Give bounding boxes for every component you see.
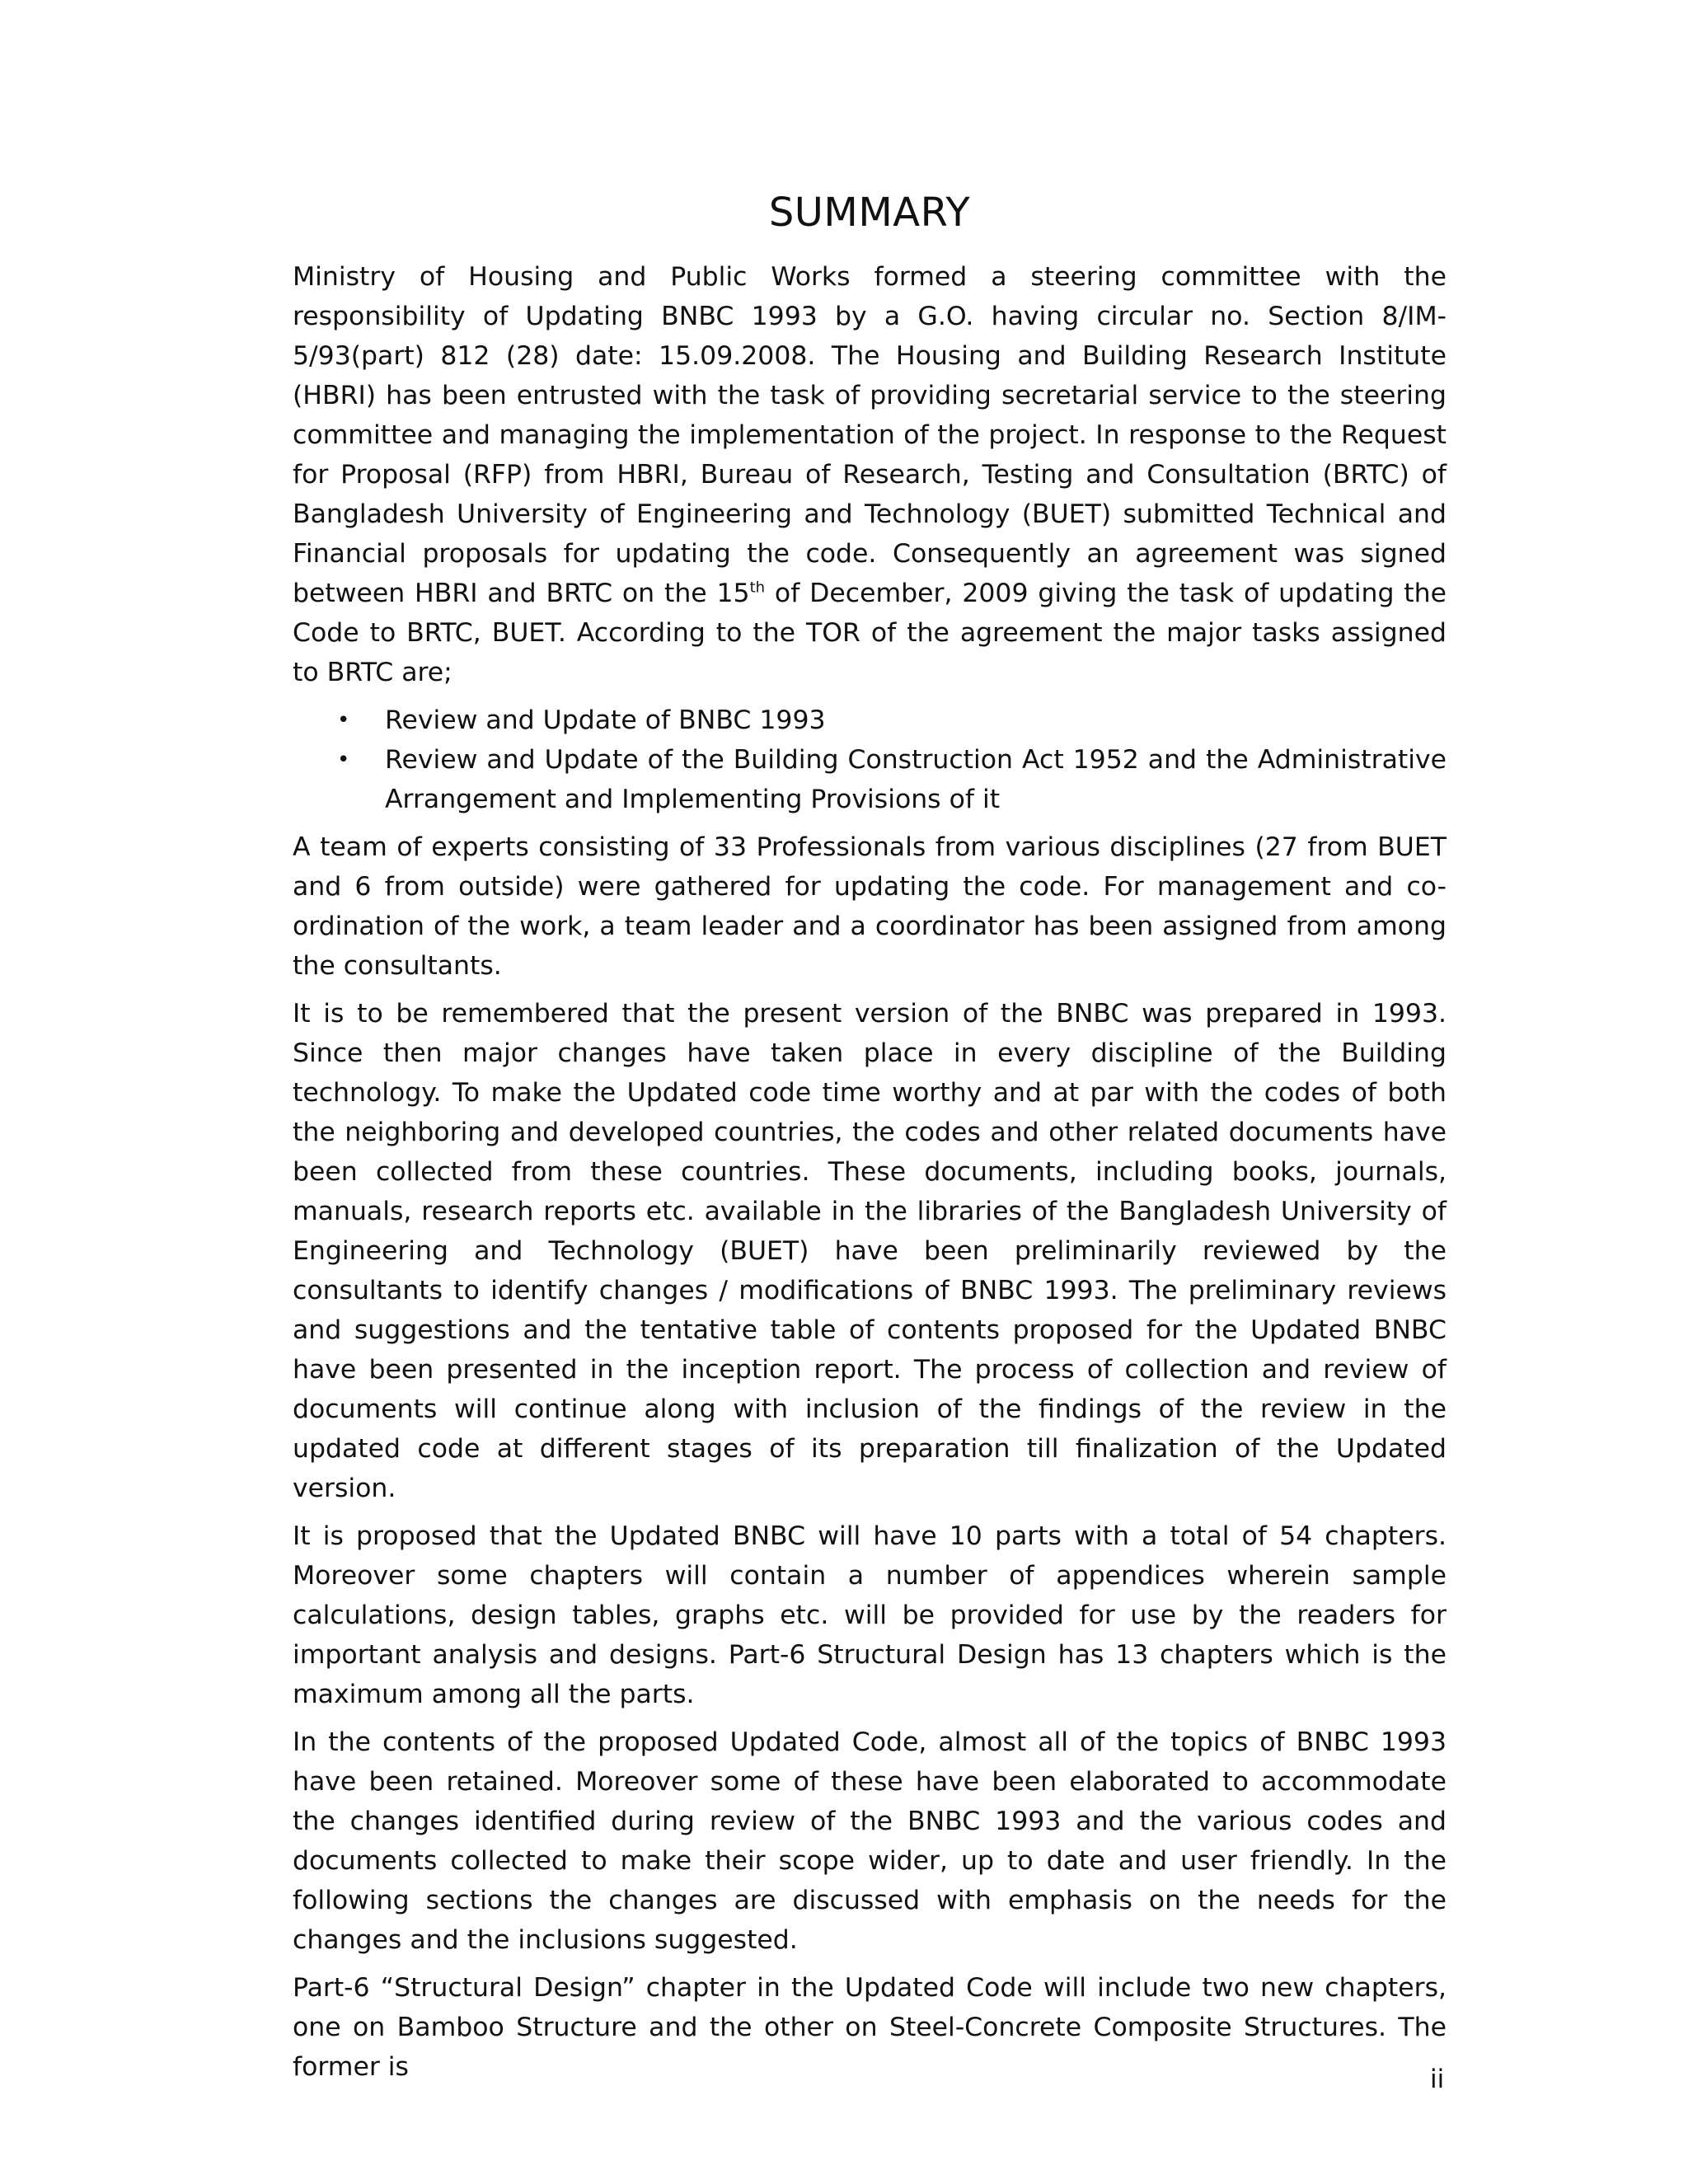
bullet-icon: • (337, 708, 350, 733)
paragraph-contents: In the contents of the proposed Updated Code, almost all of the topics of BNBC 1993 have been retained. Moreover some of these have been elaborated to accommodate the changes identified during review of the BNBC 1993 and the various codes and documents collected to make their scope wider, up to date and user friendly. In the following sections the changes are discussed with emphasis on the needs for the changes and the inclusions suggested. (293, 1727, 1447, 1955)
list-item (293, 740, 1447, 819)
paragraph-team: A team of experts consisting of 33 Professionals from various disciplines (27 from BUET and 6 from outside) were gathered for updating the code. For management and co-ordination of the work, a team leader and a coordinator has been assigned from among the consultants. (293, 832, 1447, 981)
paragraph-structure: It is proposed that the Updated BNBC will have 10 parts with a total of 54 chapters. Moreover some chapters will contain a number of appendices wherein sample calculations, design tables, graphs etc. will be provided for use by the readers for important analysis and designs. Part-6 Structural Design has 13 chapters which is the maximum among all the parts. (293, 1521, 1447, 1709)
paragraph-background: It is to be remembered that the present version of the BNBC was prepared in 1993. Since then major changes have taken place in every discipline of the Building technology. To make the Updated code time worthy and at par with the codes of both the neighboring and developed countries, the codes and other related documents have been collected from these countries. These documents, including books, journals, manuals, research reports etc. available in the libraries of the Bangladesh University of Engineering and Technology (BUET) have been preliminarily reviewed by the consultants to identify changes / modifications of BNBC 1993. The preliminary reviews and suggestions and the tentative table of contents proposed for the Updated BNBC have been presented in the inception report. The process of collection and review of documents will continue along with inclusion of the findings of the review in the updated code at different stages of its preparation till finalization of the Updated version. (293, 999, 1447, 1503)
task-list (293, 701, 1447, 819)
paragraph-part6: Part-6 “Structural Design” chapter in the Updated Code will include two new chapters, one on Bamboo Structure and the other on Steel-Concrete Composite Structures. The former is (293, 1973, 1447, 2082)
paragraph-intro (293, 257, 1447, 692)
ordinal-suffix: th (749, 579, 766, 597)
page-number: ii (1430, 2064, 1445, 2094)
paragraph-intro-text-cont: of December, 2009 giving the task of updating the Code to BRTC, BUET. According to the TOR of the agreement the major tasks assigned to BRTC are; (293, 579, 1447, 687)
paragraph-intro-text: Ministry of Housing and Public Works formed a steering committee with the responsibility of Updating BNBC 1993 by a G.O. having circular no. Section 8/IM-5/93(part) 812 (28) date: 15.09.2008. The Housing and Building Research Institute (HBRI) has been entrusted with the task of providing secretarial service to the steering committee and managing the implementation of the project. In response to the Request for Proposal (RFP) from HBRI, Bureau of Research, Testing and Consultation (BRTC) of Bangladesh University of Engineering and Technology (BUET) submitted Technical and Financial proposals for updating the code. Consequently an agreement was signed between HBRI and BRTC on the 15 (293, 262, 1447, 608)
list-item-text: Review and Update of BNBC 1993 (385, 705, 826, 735)
page-title: SUMMARY (768, 190, 971, 236)
list-item-text: Review and Update of the Building Construction Act 1952 and the Administrative Arrangement and Implementing Provisions of it (385, 745, 1447, 814)
bullet-icon: • (337, 748, 350, 772)
document-page (293, 190, 1447, 2095)
list-item (293, 701, 1447, 740)
